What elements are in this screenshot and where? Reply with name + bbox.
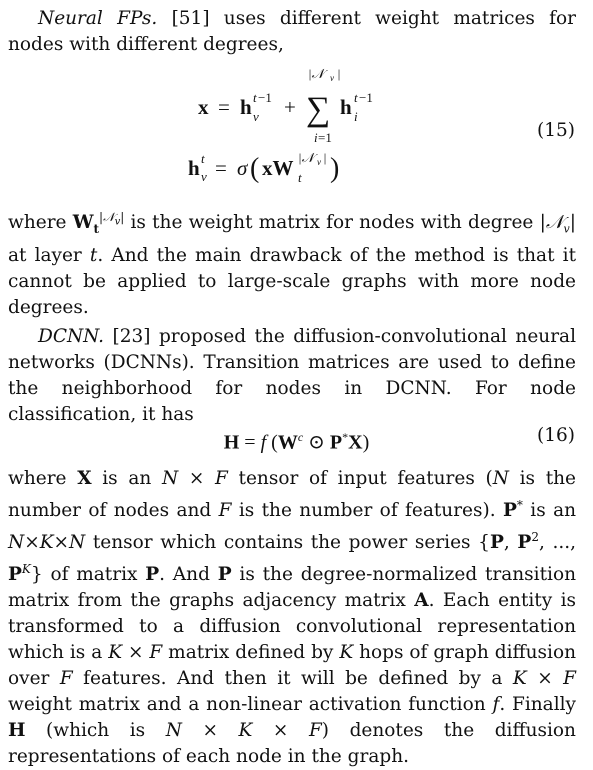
svg-text:−1: −1 [359, 90, 373, 105]
svg-text:+: + [284, 95, 296, 119]
svg-text:σ: σ [237, 156, 248, 180]
svg-text:−1: −1 [258, 90, 272, 105]
equation-15-number: (15) [537, 120, 575, 141]
neural-fps-title: Neural FPs. [38, 8, 158, 29]
svg-text:|𝒩: |𝒩 [308, 66, 325, 81]
svg-text:t: t [354, 90, 358, 105]
dcnn-text: [23] proposed the diffusion-convolutional neural networks (DCNNs). Transition matrices are used to define the neighborhood for nodes in DCNN. For node classification, it has [8, 326, 576, 425]
svg-text:t: t [201, 151, 205, 166]
svg-text:=1: =1 [318, 130, 332, 145]
svg-text:=: = [215, 156, 227, 180]
svg-text:=: = [218, 95, 230, 119]
neural-fps-paragraph [8, 6, 576, 58]
svg-text:|: | [337, 66, 341, 81]
svg-text:v: v [330, 73, 334, 83]
svg-text:v: v [201, 169, 207, 184]
neural-fps-text: [51] uses different weight matrices for nodes with different degrees, [8, 8, 577, 55]
dcnn-title: DCNN. [38, 326, 105, 347]
svg-text:i: i [314, 130, 318, 145]
svg-text:t: t [298, 170, 302, 185]
equation-16-formula: H = f ($W^c$ ⊙ P*X) [223, 430, 370, 454]
svg-text:xW: xW [262, 156, 294, 180]
svg-text:∑: ∑ [306, 91, 331, 128]
svg-text:i: i [354, 109, 358, 124]
neural-fps-explanation: where $W_t^{|𝒩_v|}$ is the weight matrix for nodes with degree |𝒩$_v$| at layer t. And the main drawback of the method is that it cannot be applied to large-scale graphs with more node degrees. [8, 210, 576, 318]
svg-text:): ) [330, 153, 340, 184]
svg-text:v: v [253, 109, 259, 124]
svg-text:x: x [198, 95, 209, 119]
svg-text:|: | [323, 150, 327, 165]
svg-text:t: t [253, 90, 257, 105]
svg-text:h: h [240, 95, 252, 119]
svg-text:|𝒩: |𝒩 [298, 150, 315, 165]
svg-text:(: ( [250, 153, 260, 184]
equation-16 [0, 422, 593, 454]
dcnn-explanation: where X is an N × F tensor of input features (N is the number of nodes and F is the number of features). P* is an N×K×N tensor which contains the power series {P, $P^2$, ..., $P^K$} of matrix P. And P is the degree-normalized transition matrix from the graphs adjacency matrix A. Each entity is transformed to a diffusion convolutional representation which is a K × F matrix defined by K hops of graph diffusion over F features. And then it will be defined by a K × F weight matrix and a non-linear activation function f. Finally H (which is N × K × F) denotes the diffusion representations of each node in the graph. [8, 468, 577, 768]
svg-text:h: h [340, 95, 352, 119]
svg-text:h: h [188, 156, 200, 180]
svg-text:v: v [317, 157, 321, 167]
equation-16-number: (16) [537, 425, 575, 446]
equation-15 [0, 62, 593, 192]
equation-15-graphic [0, 62, 593, 192]
dcnn-paragraph [8, 324, 576, 428]
